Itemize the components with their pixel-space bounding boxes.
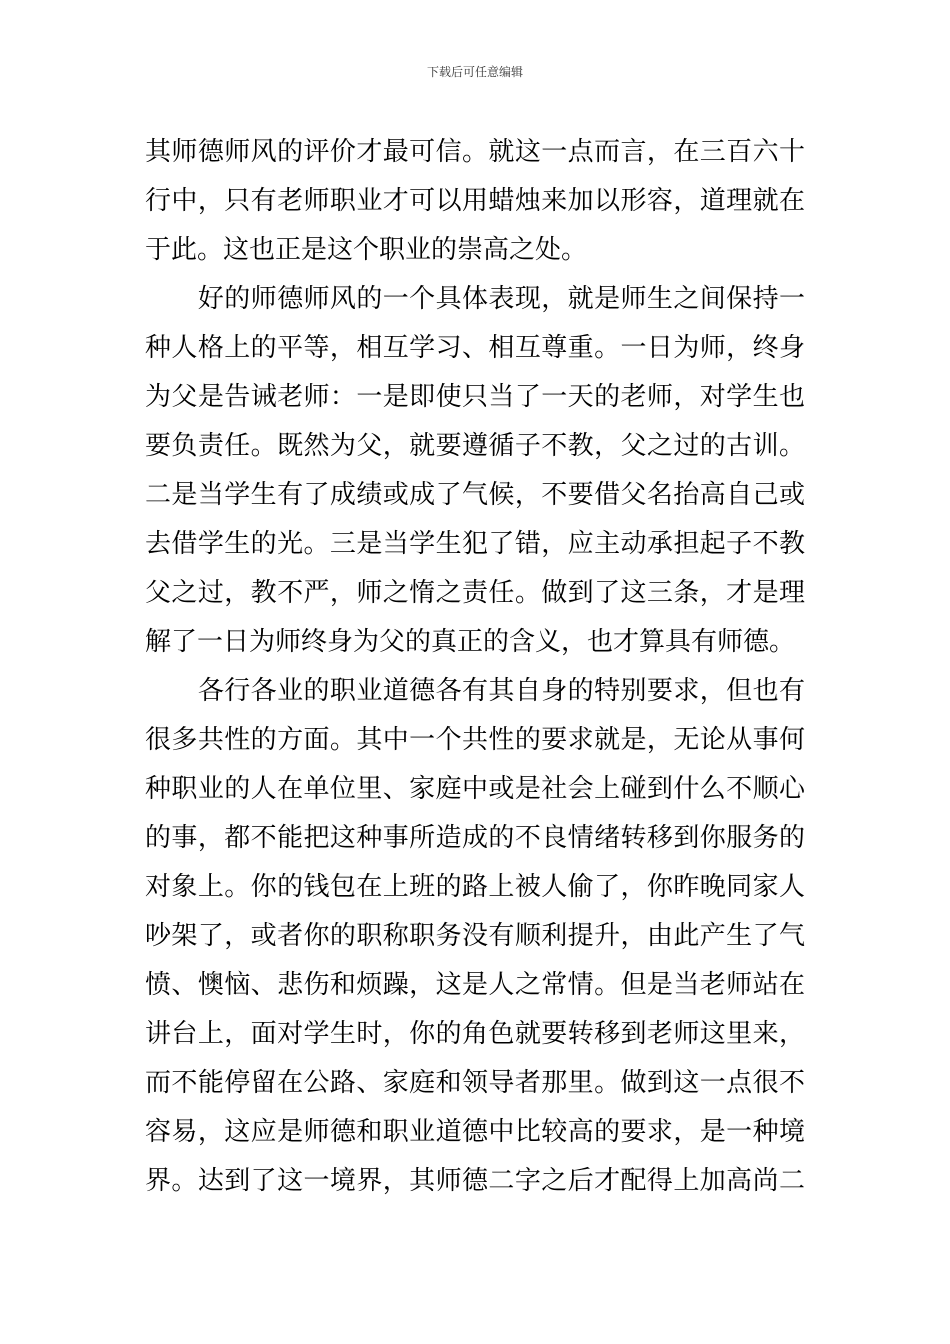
text-line: 去借学生的光。三是当学生犯了错，应主动承担起子不教 <box>145 529 805 559</box>
text-line: 好的师德师风的一个具体表现，就是师生之间保持一 <box>145 284 805 314</box>
text-line: 二是当学生有了成绩或成了气候，不要借父名抬高自己或 <box>145 480 805 510</box>
text-line: 种职业的人在单位里、家庭中或是社会上碰到什么不顺心 <box>145 774 805 804</box>
text-line: 为父是告诫老师：一是即使只当了一天的老师，对学生也 <box>145 382 805 412</box>
document-body <box>145 128 805 1206</box>
text-line: 行中，只有老师职业才可以用蜡烛来加以形容，道理就在 <box>145 186 805 216</box>
text-line: 的事，都不能把这种事所造成的不良情绪转移到你服务的 <box>145 823 805 853</box>
text-line: 各行各业的职业道德各有其自身的特别要求，但也有 <box>145 676 805 706</box>
text-line: 很多共性的方面。其中一个共性的要求就是，无论从事何 <box>145 725 805 755</box>
text-line: 其师德师风的评价才最可信。就这一点而言，在三百六十 <box>145 137 805 167</box>
text-line: 而不能停留在公路、家庭和领导者那里。做到这一点很不 <box>145 1068 805 1098</box>
page-header: 下载后可任意编辑 <box>426 65 523 79</box>
text-line: 愤、懊恼、悲伤和烦躁，这是人之常情。但是当老师站在 <box>145 970 805 1000</box>
text-line: 讲台上，面对学生时，你的角色就要转移到老师这里来， <box>145 1019 805 1049</box>
text-line: 吵架了，或者你的职称职务没有顺利提升，由此产生了气 <box>145 921 805 951</box>
text-line: 容易，这应是师德和职业道德中比较高的要求，是一种境 <box>145 1117 805 1147</box>
text-line: 界。达到了这一境界，其师德二字之后才配得上加高尚二 <box>145 1166 805 1196</box>
text-line: 父之过，教不严，师之惰之责任。做到了这三条，才是理 <box>145 578 805 608</box>
text-line: 于此。这也正是这个职业的崇高之处。 <box>145 235 588 265</box>
text-line: 对象上。你的钱包在上班的路上被人偷了，你昨晚同家人 <box>145 872 805 902</box>
text-line: 种人格上的平等，相互学习、相互尊重。一日为师，终身 <box>145 333 805 363</box>
text-line: 要负责任。既然为父，就要遵循子不教，父之过的古训。 <box>145 431 805 461</box>
text-line: 解了一日为师终身为父的真正的含义，也才算具有师德。 <box>145 627 796 657</box>
